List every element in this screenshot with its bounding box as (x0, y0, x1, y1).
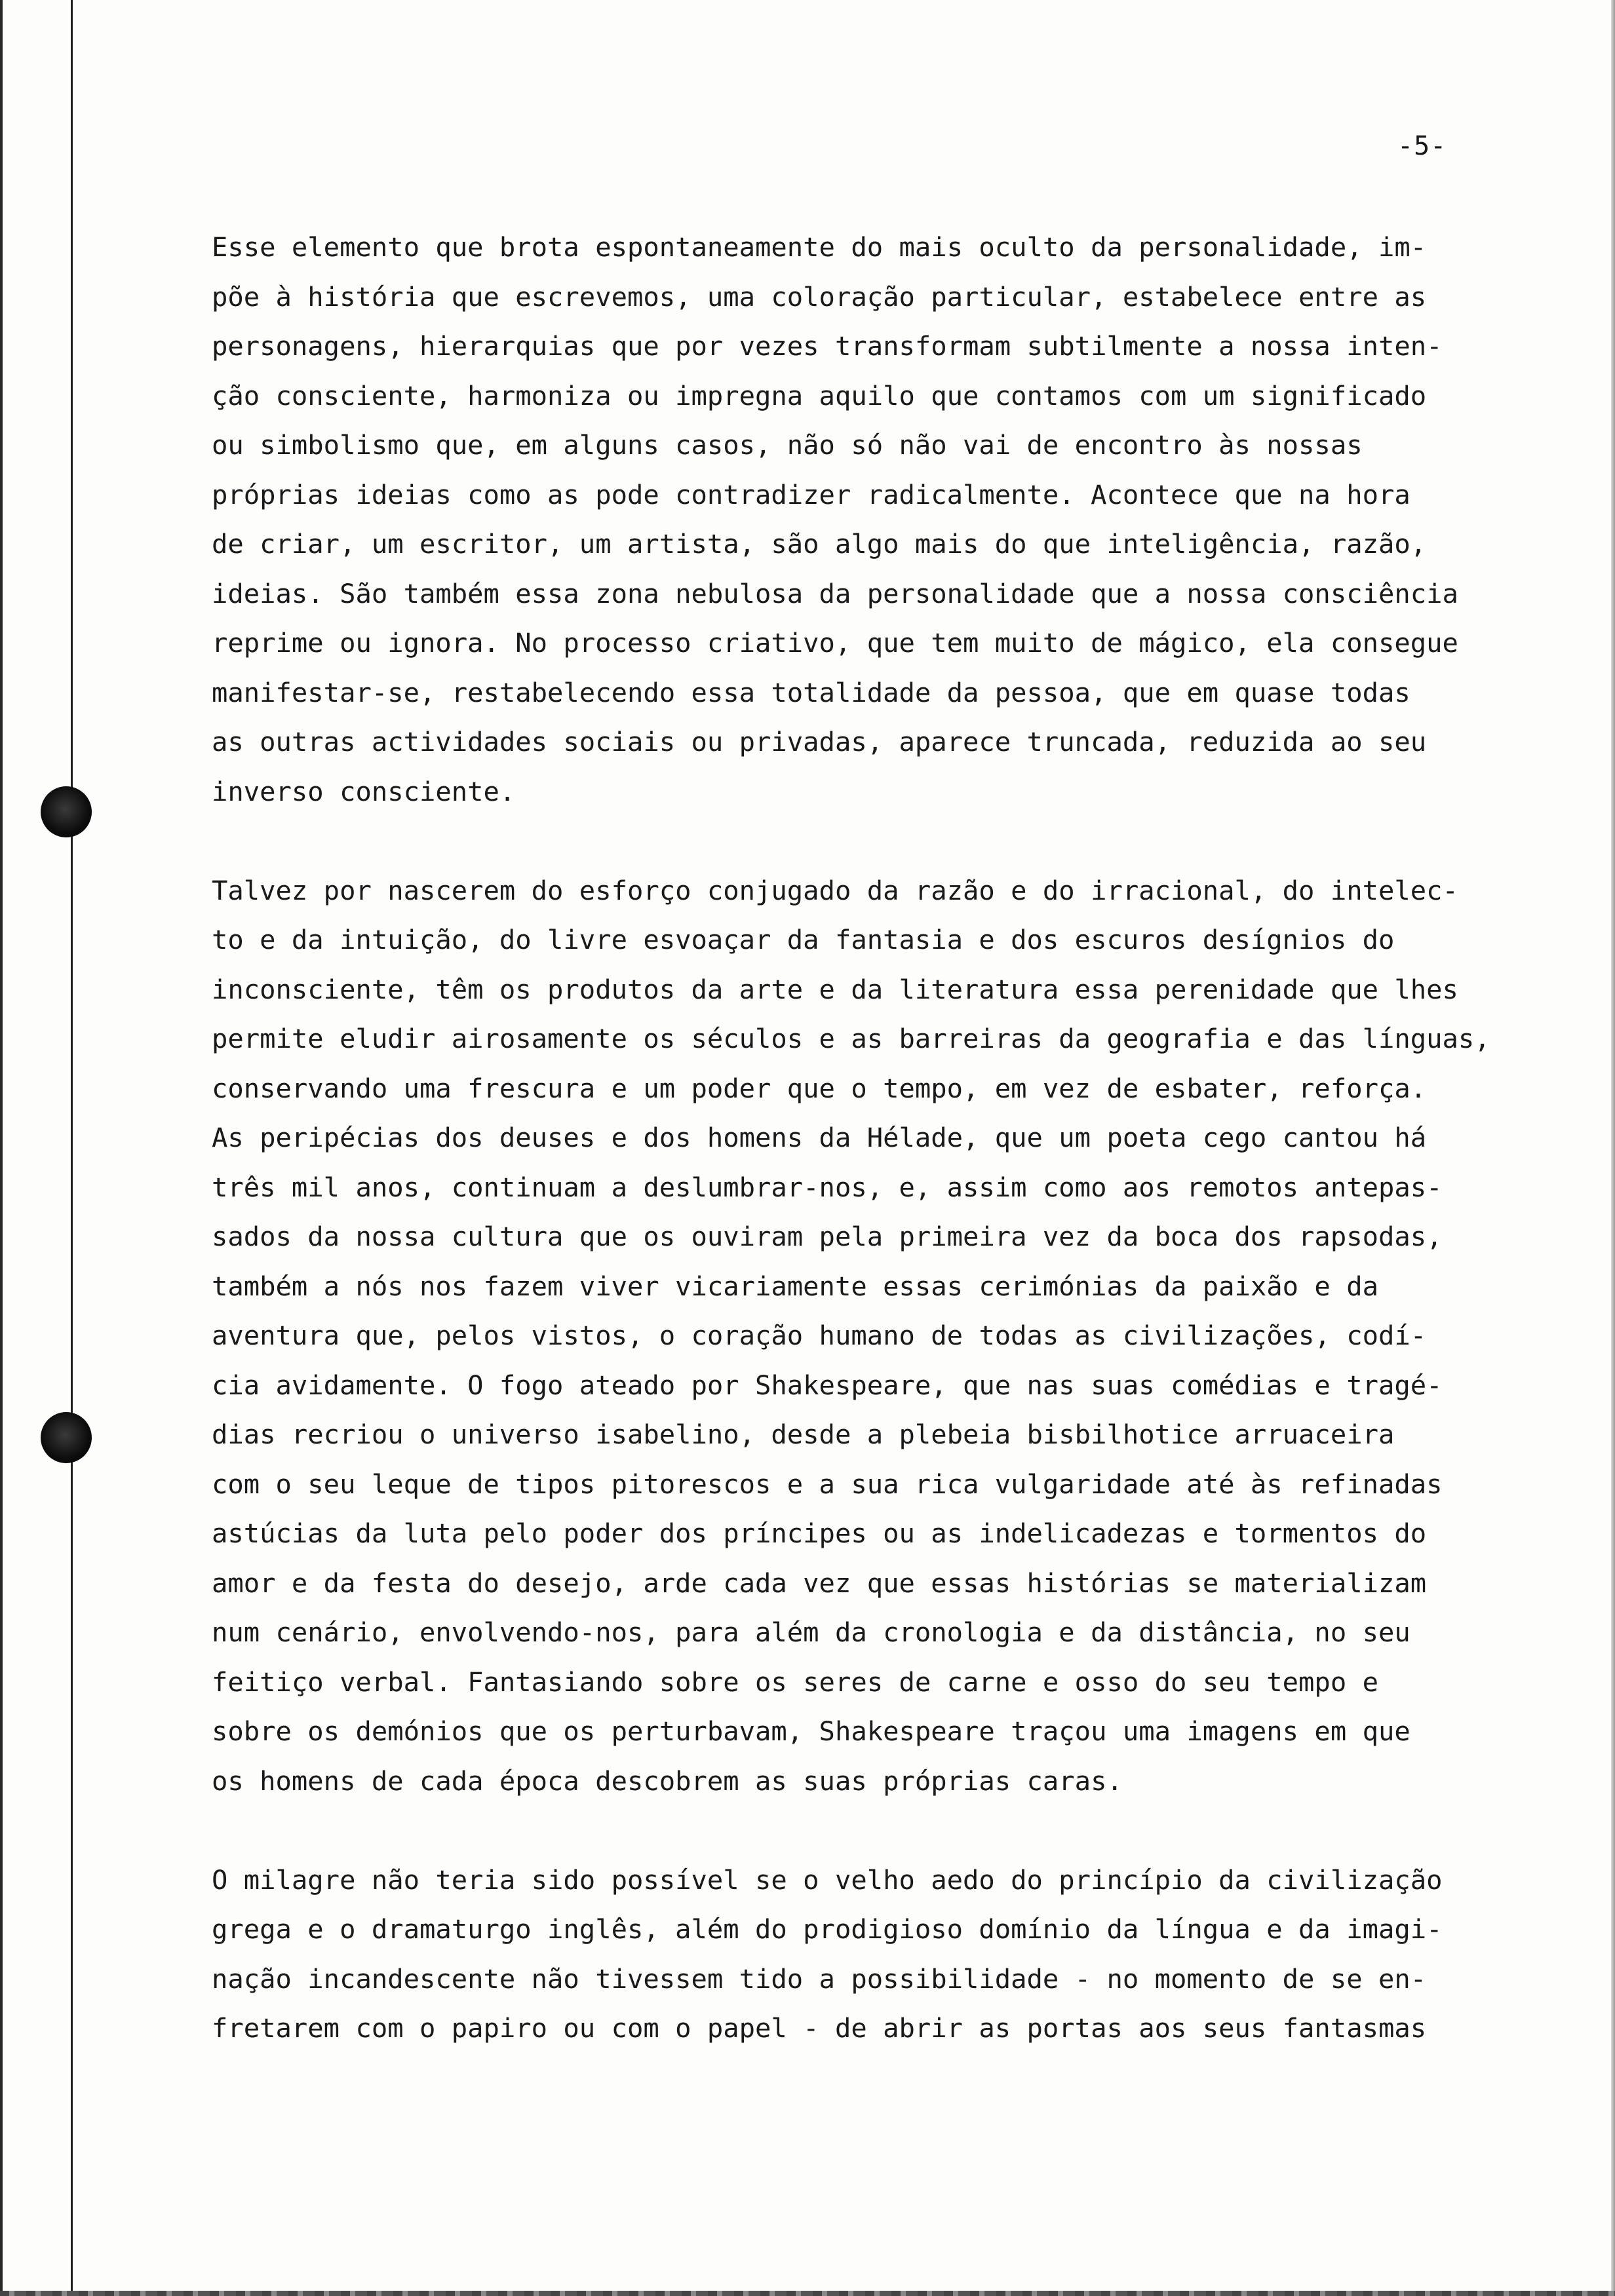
text-line: Esse elemento que brota espontaneamente do mais oculto da personalidade, im- (212, 231, 1427, 263)
punch-hole (41, 786, 92, 837)
text-line: permite eludir airosamente os séculos e as barreiras da geografia e das línguas, (212, 1023, 1490, 1054)
body-text (212, 223, 1536, 2054)
text-line: O milagre não teria sido possível se o velho aedo do princípio da civilização (212, 1864, 1443, 1896)
text-line: as outras actividades sociais ou privadas, aparece truncada, reduzida ao seu (212, 726, 1427, 757)
text-line: num cenário, envolvendo-nos, para além da cronologia e da distância, no seu (212, 1617, 1411, 1648)
paragraph-gap (212, 816, 1536, 866)
text-line: também a nós nos fazem viver vicariamente essas cerimónias da paixão e da (212, 1270, 1378, 1302)
paragraph-gap (212, 1806, 1536, 1856)
paragraph-1 (212, 223, 1536, 816)
text-line: três mil anos, continuam a deslumbrar-nos, e, assim como aos remotos antepas- (212, 1171, 1443, 1203)
text-line: próprias ideias como as pode contradizer radicalmente. Acontece que na hora (212, 478, 1411, 510)
text-line: de criar, um escritor, um artista, são algo mais do que inteligência, razão, (212, 528, 1427, 560)
text-line: ou simbolismo que, em alguns casos, não só não vai de encontro às nossas (212, 429, 1363, 461)
text-line: cia avidamente. O fogo ateado por Shakespeare, que nas suas comédias e tragé- (212, 1369, 1443, 1401)
text-line: fretarem com o papiro ou com o papel - de abrir as portas aos seus fantasmas (212, 2012, 1427, 2044)
text-line: sados da nossa cultura que os ouviram pela primeira vez da boca dos rapsodas, (212, 1221, 1443, 1252)
text-line: ideias. São também essa zona nebulosa da personalidade que a nossa consciência (212, 577, 1458, 609)
text-line: aventura que, pelos vistos, o coração humano de todas as civilizações, codí- (212, 1320, 1427, 1351)
text-line: personagens, hierarquias que por vezes transformam subtilmente a nossa inten- (212, 330, 1443, 362)
paragraph-3 (212, 1856, 1536, 2054)
scan-right-edge (1611, 0, 1615, 2296)
scan-bottom-edge (0, 2291, 1615, 2296)
text-line: manifestar-se, restabelecendo essa totalidade da pessoa, que em quase todas (212, 676, 1411, 708)
text-line: grega e o dramaturgo inglês, além do prodigioso domínio da língua e da imagi- (212, 1913, 1443, 1945)
page-number: -5- (1397, 131, 1447, 161)
text-line: ção consciente, harmoniza ou impregna aquilo que contamos com um significado (212, 379, 1427, 411)
text-line: inconsciente, têm os produtos da arte e da literatura essa perenidade que lhes (212, 973, 1458, 1005)
text-line: feitiço verbal. Fantasiando sobre os seres de carne e osso do seu tempo e (212, 1666, 1378, 1698)
text-line: conservando uma frescura e um poder que o tempo, em vez de esbater, reforça. (212, 1072, 1427, 1104)
text-line: inverso consciente. (212, 775, 516, 807)
paragraph-2 (212, 866, 1536, 1807)
punch-hole (41, 1412, 92, 1463)
text-line: to e da intuição, do livre esvoaçar da fantasia e dos escuros desígnios do (212, 924, 1395, 955)
text-line: os homens de cada época descobrem as suas próprias caras. (212, 1765, 1123, 1797)
text-line: astúcias da luta pelo poder dos príncipes ou as indelicadezas e tormentos do (212, 1518, 1427, 1549)
margin-rule (71, 0, 73, 2296)
text-line: com o seu leque de tipos pitorescos e a sua rica vulgaridade até às refinadas (212, 1468, 1443, 1500)
text-line: sobre os demónios que os perturbavam, Shakespeare traçou uma imagens em que (212, 1715, 1411, 1747)
scan-left-edge (0, 0, 3, 2296)
text-line: amor e da festa do desejo, arde cada vez que essas histórias se materializam (212, 1567, 1427, 1599)
text-line: As peripécias dos deuses e dos homens da Hélade, que um poeta cego cantou há (212, 1122, 1427, 1153)
text-line: nação incandescente não tivessem tido a possibilidade - no momento de se en- (212, 1962, 1427, 1995)
text-line: reprime ou ignora. No processo criativo, que tem muito de mágico, ela consegue (212, 627, 1458, 659)
text-line: dias recriou o universo isabelino, desde a plebeia bisbilhotice arruaceira (212, 1419, 1395, 1450)
text-line: põe à história que escrevemos, uma coloração particular, estabelece entre as (212, 280, 1427, 313)
text-line: Talvez por nascerem do esforço conjugado da razão e do irracional, do intelec- (212, 874, 1458, 906)
